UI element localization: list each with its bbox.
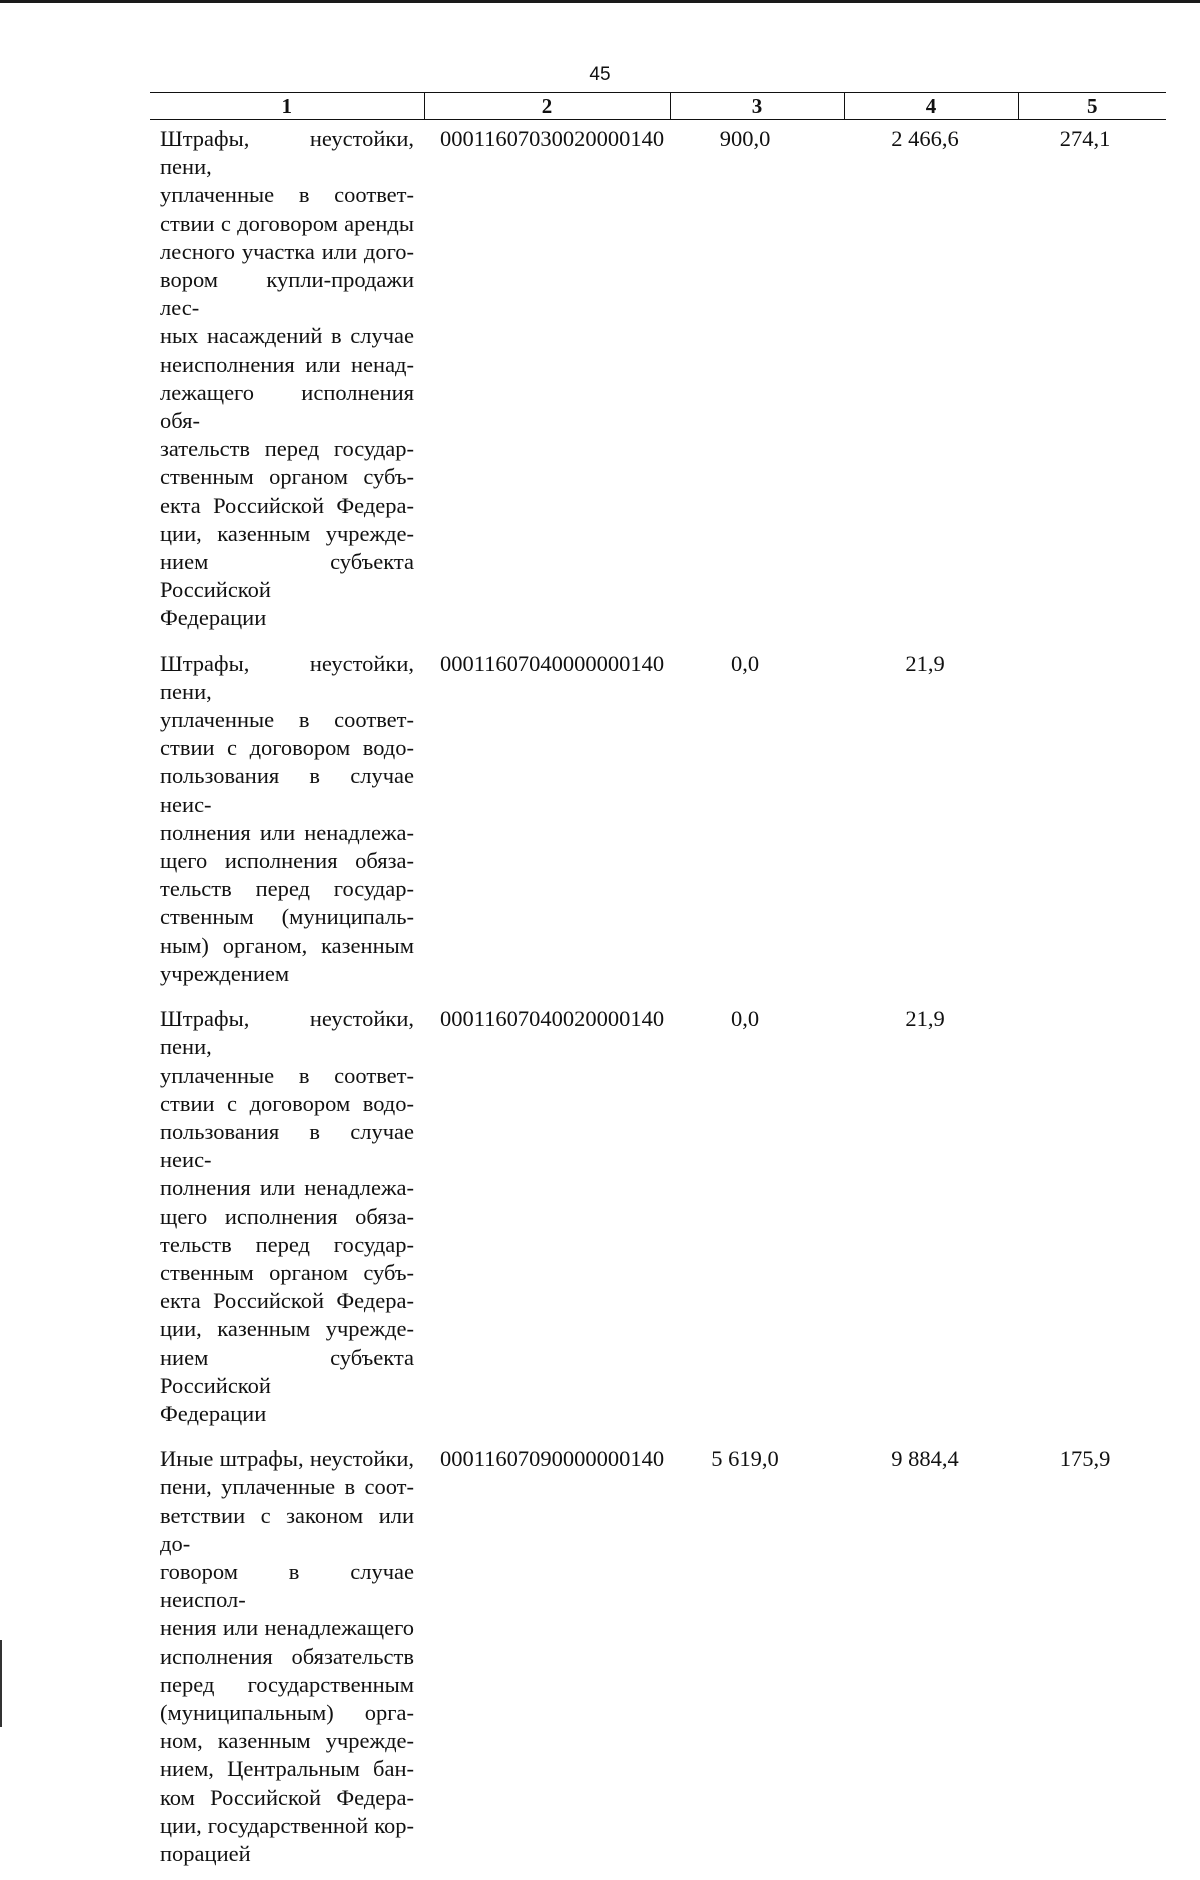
row-description [150, 1000, 424, 1440]
description-line: нием субъекта Российской [160, 548, 414, 604]
page-number: 45 [555, 64, 645, 86]
description-line: неисполнения или ненад- [160, 351, 414, 379]
description-line: уплаченные в соответ- [160, 181, 414, 209]
row-value-col5: 175,9 [1018, 1440, 1166, 1880]
header-col-2: 2 [424, 93, 670, 120]
row-description [150, 1440, 424, 1880]
row-code: 00011607090000000140 [424, 1440, 670, 1880]
table-header [150, 93, 1166, 120]
description-line: пользования в случае неис- [160, 1118, 414, 1174]
row-code: 00011607040020000140 [424, 1000, 670, 1440]
description-line: нием субъекта Российской [160, 1344, 414, 1400]
row-value-col3: 0,0 [670, 645, 844, 1000]
row-value-col5 [1018, 1000, 1166, 1440]
description-line: ственным органом субъ- [160, 463, 414, 491]
description-line: учреждением [160, 960, 414, 988]
description-line: ветствии с законом или до- [160, 1502, 414, 1558]
description-line: говором в случае неиспол- [160, 1558, 414, 1614]
row-value-col5 [1018, 645, 1166, 1000]
description-line: полнения или ненадлежа- [160, 1174, 414, 1202]
description-line: ком Российской Федера- [160, 1784, 414, 1812]
description-line: пени, уплаченные в соот- [160, 1473, 414, 1501]
description-line: порацией [160, 1840, 414, 1868]
row-code: 00011607030020000140 [424, 120, 670, 645]
budget-table [150, 92, 1166, 1880]
description-line: щего исполнения обяза- [160, 1203, 414, 1231]
description-line: екта Российской Федера- [160, 492, 414, 520]
header-row [150, 93, 1166, 120]
description-line: полнения или ненадлежа- [160, 819, 414, 847]
header-col-5: 5 [1018, 93, 1166, 120]
description-line: ных насаждений в случае [160, 322, 414, 350]
row-code: 00011607040000000140 [424, 645, 670, 1000]
description-line: уплаченные в соответ- [160, 706, 414, 734]
scan-edge-left [0, 1640, 2, 1727]
header-col-1: 1 [150, 93, 424, 120]
description-line: Федерации [160, 604, 414, 632]
description-line: нием, Центральным бан- [160, 1755, 414, 1783]
row-description [150, 120, 424, 645]
description-line: Штрафы, неустойки, пени, [160, 125, 414, 181]
description-line: Штрафы, неустойки, пени, [160, 1005, 414, 1061]
description-line: ственным (муниципаль- [160, 903, 414, 931]
row-value-col3: 5 619,0 [670, 1440, 844, 1880]
description-line: Штрафы, неустойки, пени, [160, 650, 414, 706]
description-line: нения или ненадлежащего [160, 1614, 414, 1642]
table-row [150, 1000, 1166, 1440]
description-line: ствии с договором водо- [160, 1090, 414, 1118]
row-value-col4: 9 884,4 [844, 1440, 1018, 1880]
description-line: щего исполнения обяза- [160, 847, 414, 875]
row-value-col3: 900,0 [670, 120, 844, 645]
description-line: ции, казенным учрежде- [160, 520, 414, 548]
description-line: ном, казенным учрежде- [160, 1727, 414, 1755]
description-line: ственным органом субъ- [160, 1259, 414, 1287]
description-line: исполнения обязательств [160, 1643, 414, 1671]
description-line: (муниципальным) орга- [160, 1699, 414, 1727]
row-value-col4: 2 466,6 [844, 120, 1018, 645]
header-col-3: 3 [670, 93, 844, 120]
row-value-col5: 274,1 [1018, 120, 1166, 645]
description-line: пользования в случае неис- [160, 762, 414, 818]
row-description [150, 645, 424, 1000]
description-line: ствии с договором водо- [160, 734, 414, 762]
description-line: Федерации [160, 1400, 414, 1428]
table-row [150, 645, 1166, 1000]
description-line: вором купли-продажи лес- [160, 266, 414, 322]
description-line: лежащего исполнения обя- [160, 379, 414, 435]
description-line: ции, государственной кор- [160, 1812, 414, 1840]
header-col-4: 4 [844, 93, 1018, 120]
description-line: ным) органом, казенным [160, 932, 414, 960]
description-line: перед государственным [160, 1671, 414, 1699]
description-line: зательств перед государ- [160, 435, 414, 463]
description-line: ции, казенным учрежде- [160, 1315, 414, 1343]
description-line: лесного участка или дого- [160, 238, 414, 266]
description-line: тельств перед государ- [160, 1231, 414, 1259]
row-value-col4: 21,9 [844, 1000, 1018, 1440]
scan-edge-top [0, 0, 1200, 3]
row-value-col4: 21,9 [844, 645, 1018, 1000]
table-row [150, 120, 1166, 645]
description-line: ствии с договором аренды [160, 210, 414, 238]
description-line: екта Российской Федера- [160, 1287, 414, 1315]
description-line: уплаченные в соответ- [160, 1062, 414, 1090]
table-body [150, 120, 1166, 1880]
table-row [150, 1440, 1166, 1880]
description-line: Иные штрафы, неустойки, [160, 1445, 414, 1473]
row-value-col3: 0,0 [670, 1000, 844, 1440]
description-line: тельств перед государ- [160, 875, 414, 903]
